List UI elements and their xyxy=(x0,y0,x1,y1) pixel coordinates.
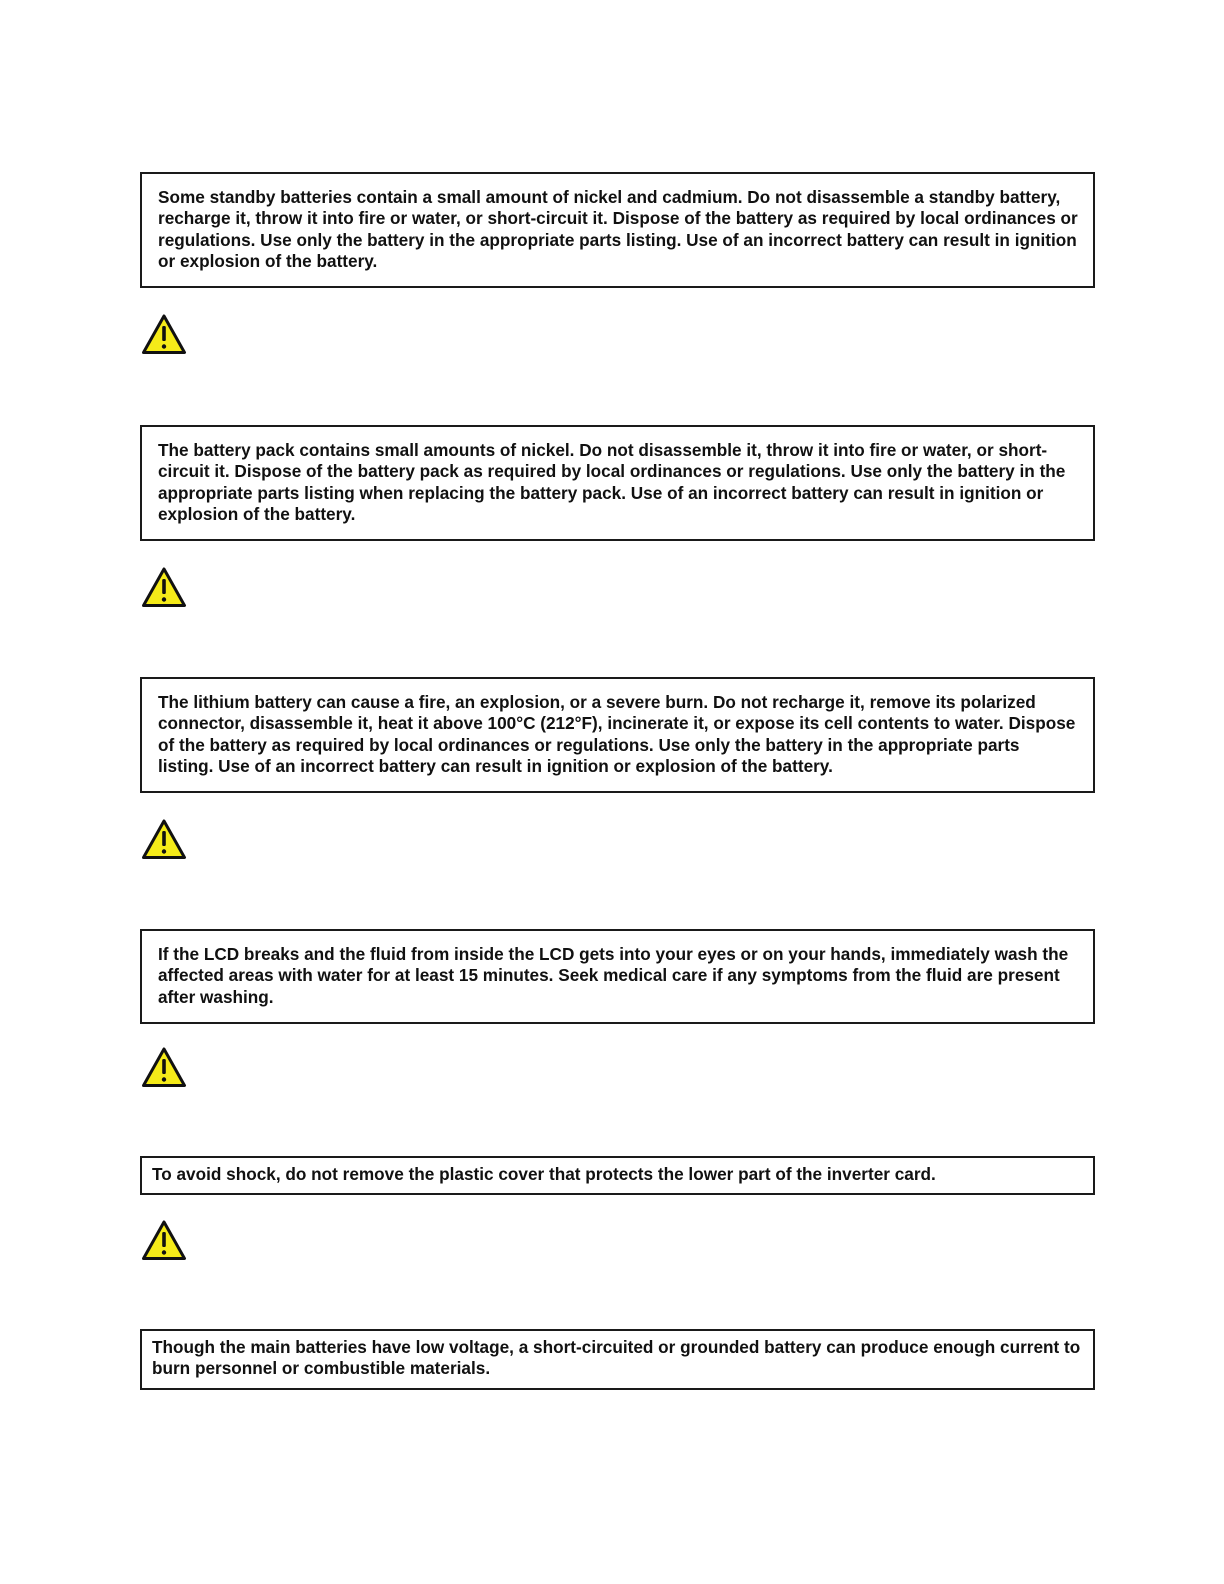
notice-text: Some standby batteries contain a small amount of nickel and cadmium. Do not disassemble a standby battery, recharge it, throw it into fire or water, or short-circuit it. Dispose of the battery as required by local ordinances or regulations. Use only the battery in the appropriate parts listing. Use of an incorrect battery can result in ignition or explosion of the battery. xyxy=(158,187,1078,271)
notice-text: To avoid shock, do not remove the plastic cover that protects the lower part of the inverter card. xyxy=(152,1164,936,1184)
notice-standby-batteries xyxy=(140,172,1095,288)
notice-text: Though the main batteries have low voltage, a short-circuited or grounded battery can produce enough current to burn personnel or combustible materials. xyxy=(152,1337,1081,1379)
notice-text: The battery pack contains small amounts of nickel. Do not disassemble it, throw it into fire or water, or short-circuit it. Dispose of the battery pack as required by local ordinances or regulations. Use only the battery in the appropriate parts listing when replacing the battery pack. Use of an incorrect battery can result in ignition or explosion of the battery. xyxy=(158,440,1066,524)
caution-warning-icon xyxy=(141,1219,187,1261)
notice-inverter-card xyxy=(140,1156,1095,1195)
notice-text: If the LCD breaks and the fluid from inside the LCD gets into your eyes or on your hands, immediately wash the affected areas with water for at least 15 minutes. Seek medical care if any symptoms from the fluid are present after washing. xyxy=(158,944,1069,1007)
caution-warning-icon xyxy=(141,818,187,860)
notice-battery-pack xyxy=(140,425,1095,541)
caution-warning-icon xyxy=(141,313,187,355)
caution-warning-icon xyxy=(141,566,187,608)
notice-lcd-fluid xyxy=(140,929,1095,1024)
caution-warning-icon xyxy=(141,1046,187,1088)
notice-lithium-battery xyxy=(140,677,1095,793)
notice-text: The lithium battery can cause a fire, an explosion, or a severe burn. Do not recharge it, remove its polarized connector, disassemble it, heat it above 100°C (212°F), incinerate it, or expose its cell contents to water. Dispose of the battery as required by local ordinances or regulations. Use only the battery in the appropriate parts listing. Use of an incorrect battery can result in ignition or explosion of the battery. xyxy=(158,692,1076,776)
notice-main-batteries xyxy=(140,1329,1095,1390)
